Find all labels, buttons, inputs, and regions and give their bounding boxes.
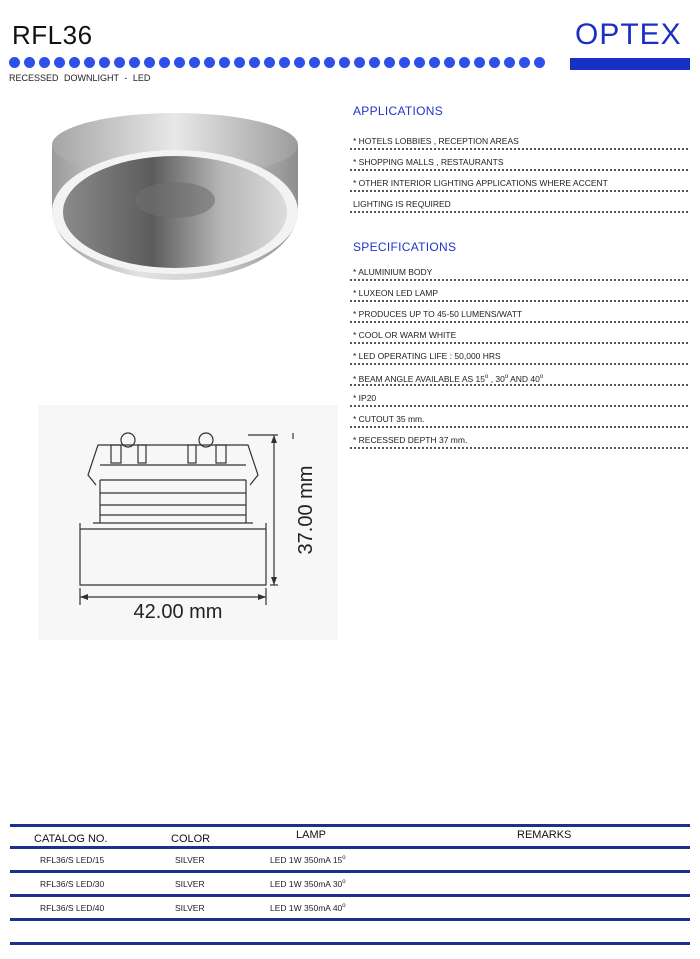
list-item: * RECESSED DEPTH 37 mm. bbox=[350, 428, 688, 449]
degree-mark: o bbox=[484, 374, 489, 380]
dot bbox=[39, 57, 50, 68]
dot bbox=[534, 57, 545, 68]
applications-list bbox=[350, 129, 688, 213]
table-row-empty bbox=[10, 921, 690, 942]
table-row bbox=[10, 873, 690, 894]
applications-title: APPLICATIONS bbox=[353, 104, 444, 118]
header-lamp: LAMP bbox=[296, 829, 326, 841]
cell-color: SILVER bbox=[175, 903, 205, 913]
list-item: * SHOPPING MALLS , RESTAURANTS bbox=[350, 150, 688, 171]
cell-color: SILVER bbox=[175, 879, 205, 889]
degree-mark: o bbox=[504, 374, 509, 380]
lamp-text: LED 1W 350mA 40 bbox=[270, 903, 343, 913]
dot bbox=[459, 57, 470, 68]
cell-lamp bbox=[270, 855, 346, 865]
dot bbox=[414, 57, 425, 68]
dot bbox=[504, 57, 515, 68]
cell-catalog: RFL36/S LED/40 bbox=[40, 903, 105, 913]
list-item: * ALUMINIUM BODY bbox=[350, 260, 688, 281]
degree-mark: o bbox=[342, 855, 346, 862]
dot bbox=[519, 57, 530, 68]
beam-text-2: , 30 bbox=[488, 373, 505, 384]
degree-mark: o bbox=[342, 903, 346, 910]
dot bbox=[9, 57, 20, 68]
cell-lamp bbox=[270, 903, 346, 913]
specifications-list bbox=[350, 260, 688, 449]
dot bbox=[489, 57, 500, 68]
dot bbox=[249, 57, 260, 68]
list-item: * IP20 bbox=[350, 386, 688, 407]
dot bbox=[474, 57, 485, 68]
dot bbox=[234, 57, 245, 68]
dot bbox=[444, 57, 455, 68]
dot bbox=[429, 57, 440, 68]
dot bbox=[204, 57, 215, 68]
dot bbox=[99, 57, 110, 68]
dot bbox=[264, 57, 275, 68]
dot-divider bbox=[9, 57, 559, 71]
list-item: * COOL OR WARM WHITE bbox=[350, 323, 688, 344]
dot bbox=[84, 57, 95, 68]
table-header bbox=[10, 827, 690, 846]
list-item: * OTHER INTERIOR LIGHTING APPLICATIONS WHERE ACCENT bbox=[350, 171, 688, 192]
lamp-text: LED 1W 350mA 15 bbox=[270, 855, 343, 865]
dimension-drawing bbox=[38, 405, 338, 640]
header-catalog: CATALOG NO. bbox=[34, 833, 108, 845]
brand-bar bbox=[570, 58, 690, 70]
height-dimension-label: 37.00 mm bbox=[295, 465, 317, 555]
dot bbox=[54, 57, 65, 68]
table-row bbox=[10, 849, 690, 870]
degree-mark: o bbox=[342, 879, 346, 886]
dot bbox=[189, 57, 200, 68]
dot bbox=[354, 57, 365, 68]
header-color: COLOR bbox=[171, 833, 211, 845]
dot bbox=[24, 57, 35, 68]
beam-text-3: AND 40 bbox=[508, 373, 540, 384]
width-dimension-label: 42.00 mm bbox=[133, 601, 223, 623]
list-item: LIGHTING IS REQUIRED bbox=[350, 192, 688, 213]
dot bbox=[369, 57, 380, 68]
dot bbox=[144, 57, 155, 68]
dot bbox=[114, 57, 125, 68]
lamp-text: LED 1W 350mA 30 bbox=[270, 879, 343, 889]
list-item: * LUXEON LED LAMP bbox=[350, 281, 688, 302]
cell-catalog: RFL36/S LED/30 bbox=[40, 879, 105, 889]
specifications-title: SPECIFICATIONS bbox=[353, 240, 457, 254]
model-title: RFL36 bbox=[12, 20, 93, 50]
list-item: * CUTOUT 35 mm. bbox=[350, 407, 688, 428]
list-item: * PRODUCES UP TO 45-50 LUMENS/WATT bbox=[350, 302, 688, 323]
dot bbox=[339, 57, 350, 68]
cell-lamp bbox=[270, 879, 346, 889]
cell-color: SILVER bbox=[175, 855, 205, 865]
dot bbox=[219, 57, 230, 68]
header-remarks: REMARKS bbox=[517, 829, 572, 841]
dot bbox=[279, 57, 290, 68]
product-subtitle: RECESSED DOWNLIGHT - LED bbox=[9, 73, 151, 83]
dot bbox=[69, 57, 80, 68]
dot bbox=[324, 57, 335, 68]
table-row bbox=[10, 897, 690, 918]
list-item: * LED OPERATING LIFE : 50,000 HRS bbox=[350, 344, 688, 365]
brand-logo: OPTEX bbox=[575, 18, 682, 51]
dot bbox=[294, 57, 305, 68]
dot bbox=[309, 57, 320, 68]
beam-text-1: * BEAM ANGLE AVAILABLE AS 15 bbox=[353, 373, 485, 384]
catalog-table bbox=[10, 824, 690, 945]
degree-mark: o bbox=[539, 374, 544, 380]
product-photo bbox=[40, 100, 310, 290]
dot bbox=[174, 57, 185, 68]
list-item: * HOTELS LOBBIES , RECEPTION AREAS bbox=[350, 129, 688, 150]
dot bbox=[384, 57, 395, 68]
dot bbox=[399, 57, 410, 68]
dot bbox=[159, 57, 170, 68]
cell-catalog: RFL36/S LED/15 bbox=[40, 855, 105, 865]
list-item-beam-angle bbox=[350, 365, 688, 386]
dot bbox=[129, 57, 140, 68]
